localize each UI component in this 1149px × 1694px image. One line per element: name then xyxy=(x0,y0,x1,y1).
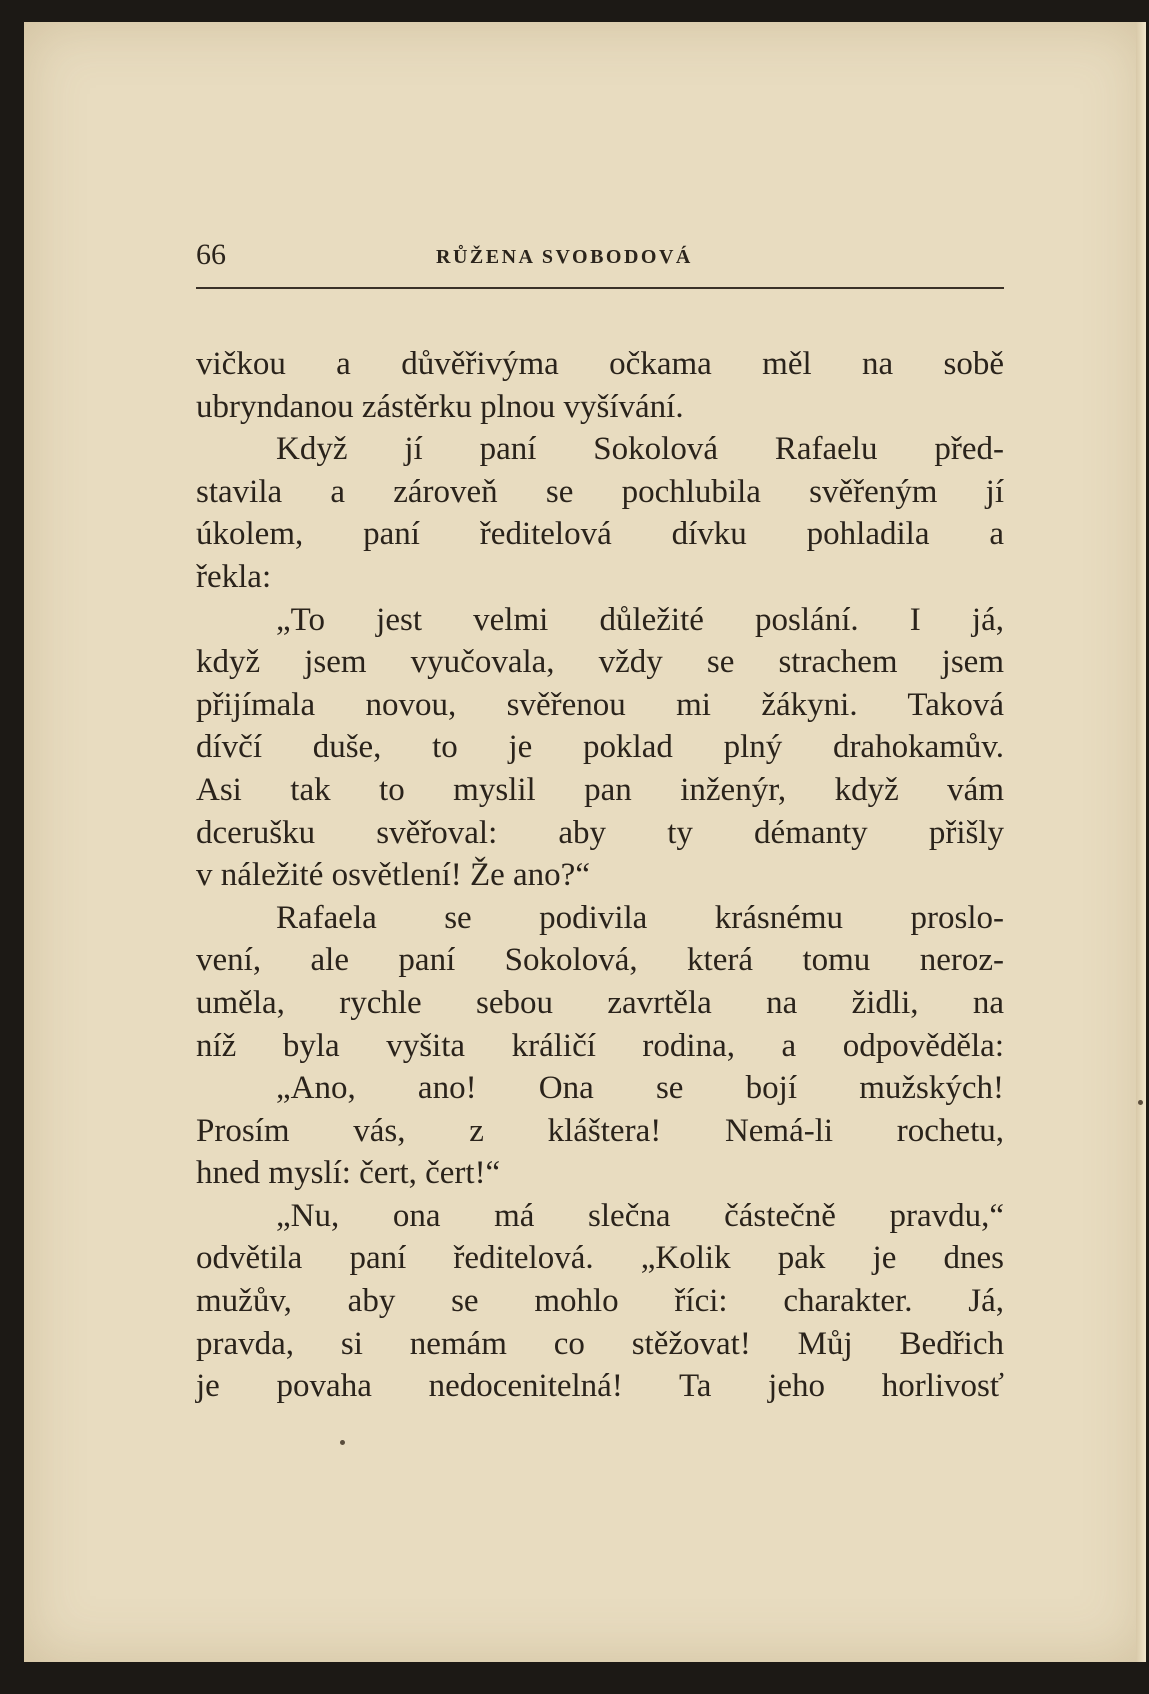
text-line: „Nu, ona má slečna částečně pravdu,“ xyxy=(276,1197,1004,1234)
text-line: je povaha nedocenitelná! Ta jeho horlivosť xyxy=(196,1368,1004,1405)
text-line: dívčí duše, to je poklad plný drahokamův. xyxy=(196,729,1004,766)
text-line: uměla, rychle sebou zavrtěla na židli, na xyxy=(196,984,1004,1021)
text-line: řekla: xyxy=(196,558,272,595)
paper-speck xyxy=(340,1440,345,1445)
running-head-author: RŮŽENA SVOBODOVÁ xyxy=(436,246,693,268)
text-line: ubryndanou zástěrku plnou vyšívání. xyxy=(196,388,684,425)
text-line: Rafaela se podivila krásnému proslo- xyxy=(276,899,1004,936)
page-edge xyxy=(1136,22,1146,1662)
header-rule xyxy=(196,287,1004,289)
text-line: vení, ale paní Sokolová, která tomu neroz- xyxy=(196,942,1004,979)
text-line: níž byla vyšita králičí rodina, a odpověděla: xyxy=(196,1027,1004,1064)
text-line: Prosím vás, z kláštera! Nemá-li rochetu, xyxy=(196,1112,1004,1149)
body-text xyxy=(196,343,1004,1408)
text-line: úkolem, paní ředitelová dívku pohladila a xyxy=(196,516,1004,553)
text-line: „To jest velmi důležité poslání. I já, xyxy=(276,601,1004,638)
text-line: mužův, aby se mohlo říci: charakter. Já, xyxy=(196,1283,1004,1320)
text-line: v náležité osvětlení! Že ano?“ xyxy=(196,857,590,894)
text-line: pravda, si nemám co stěžovat! Můj Bedřich xyxy=(196,1325,1004,1362)
text-line: když jsem vyučovala, vždy se strachem jsem xyxy=(196,644,1004,681)
paper-speck xyxy=(1138,1100,1143,1105)
text-line: Když jí paní Sokolová Rafaelu před- xyxy=(276,431,1004,468)
text-line: „Ano, ano! Ona se bojí mužských! xyxy=(276,1070,1004,1107)
text-line: přijímala novou, svěřenou mi žákyni. Taková xyxy=(196,686,1004,723)
page-number: 66 xyxy=(196,238,226,271)
text-line: hned myslí: čert, čert!“ xyxy=(196,1155,501,1192)
text-line: stavila a zároveň se pochlubila svěřeným jí xyxy=(196,473,1004,510)
text-line: odvětila paní ředitelová. „Kolik pak je dnes xyxy=(196,1240,1004,1277)
text-line: dcerušku svěřoval: aby ty démanty přišly xyxy=(196,814,1004,851)
running-head xyxy=(196,238,1004,278)
text-line: vičkou a důvěřivýma očkama měl na sobě xyxy=(196,346,1004,382)
text-line: Asi tak to myslil pan inženýr, když vám xyxy=(196,771,1004,808)
